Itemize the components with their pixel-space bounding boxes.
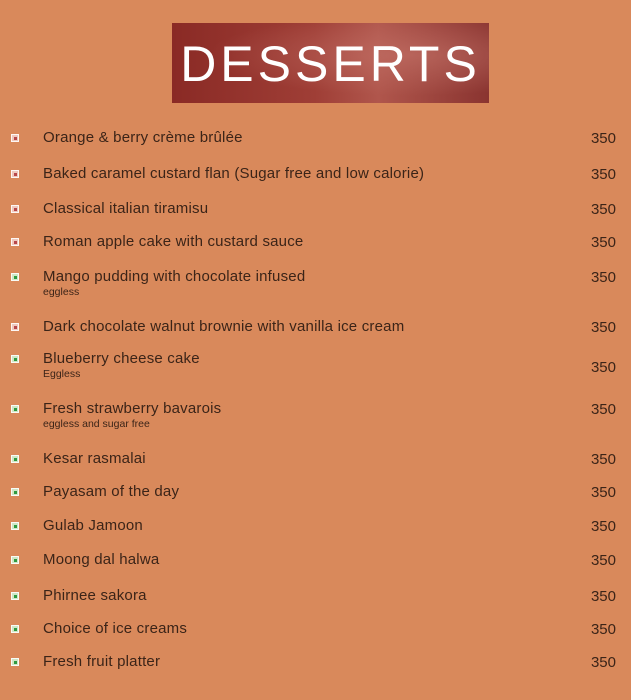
- veg-marker-icon: [11, 522, 19, 530]
- menu-item-price: 350: [590, 484, 616, 501]
- nonveg-marker-icon: [11, 238, 19, 246]
- menu-item-note: eggless: [43, 286, 80, 298]
- veg-marker-icon: [11, 273, 19, 281]
- veg-marker-icon: [11, 355, 19, 363]
- menu-item-name: Mango pudding with chocolate infused: [43, 268, 306, 285]
- nonveg-marker-icon: [11, 134, 19, 142]
- menu-item-note: Eggless: [43, 368, 81, 380]
- desserts-banner: [172, 23, 489, 103]
- menu-item-price: 350: [590, 359, 616, 376]
- menu-item-price: 350: [590, 130, 616, 147]
- menu-item-name: Fresh fruit platter: [43, 653, 161, 670]
- menu-item-name: Choice of ice creams: [43, 620, 188, 637]
- menu-item-price: 350: [590, 269, 616, 286]
- menu-item-name: Payasam of the day: [43, 483, 180, 500]
- veg-marker-icon: [11, 405, 19, 413]
- veg-marker-icon: [11, 625, 19, 633]
- veg-marker-icon: [11, 658, 19, 666]
- menu-item-name: Classical italian tiramisu: [43, 200, 209, 217]
- menu-item-price: 350: [590, 654, 616, 671]
- menu-item-name: Baked caramel custard flan (Sugar free and low calorie): [43, 165, 425, 182]
- menu-item-name: Orange & berry crème brûlée: [43, 129, 243, 146]
- menu-item-price: 350: [590, 451, 616, 468]
- menu-item-name: Phirnee sakora: [43, 587, 147, 604]
- menu-item-name: Dark chocolate walnut brownie with vanilla ice cream: [43, 318, 405, 335]
- menu-item-name: Fresh strawberry bavarois: [43, 400, 222, 417]
- menu-item-name: Roman apple cake with custard sauce: [43, 233, 304, 250]
- menu-item-name: Gulab Jamoon: [43, 517, 143, 534]
- veg-marker-icon: [11, 592, 19, 600]
- nonveg-marker-icon: [11, 205, 19, 213]
- menu-item-price: 350: [590, 201, 616, 218]
- veg-marker-icon: [11, 556, 19, 564]
- menu-item-price: 350: [590, 319, 616, 336]
- menu-item-price: 350: [590, 518, 616, 535]
- menu-item-price: 350: [590, 621, 616, 638]
- page-title: DESSERTS: [180, 36, 481, 92]
- nonveg-marker-icon: [11, 170, 19, 178]
- menu-item-name: Kesar rasmalai: [43, 450, 146, 467]
- menu-item-price: 350: [590, 588, 616, 605]
- menu-item-name: Blueberry cheese cake: [43, 350, 200, 367]
- veg-marker-icon: [11, 488, 19, 496]
- menu-item-name: Moong dal halwa: [43, 551, 160, 568]
- menu-item-price: 350: [590, 234, 616, 251]
- menu-item-price: 350: [590, 166, 616, 183]
- menu-item-price: 350: [590, 401, 616, 418]
- menu-item-price: 350: [590, 552, 616, 569]
- veg-marker-icon: [11, 455, 19, 463]
- menu-item-note: eggless and sugar free: [43, 418, 150, 430]
- nonveg-marker-icon: [11, 323, 19, 331]
